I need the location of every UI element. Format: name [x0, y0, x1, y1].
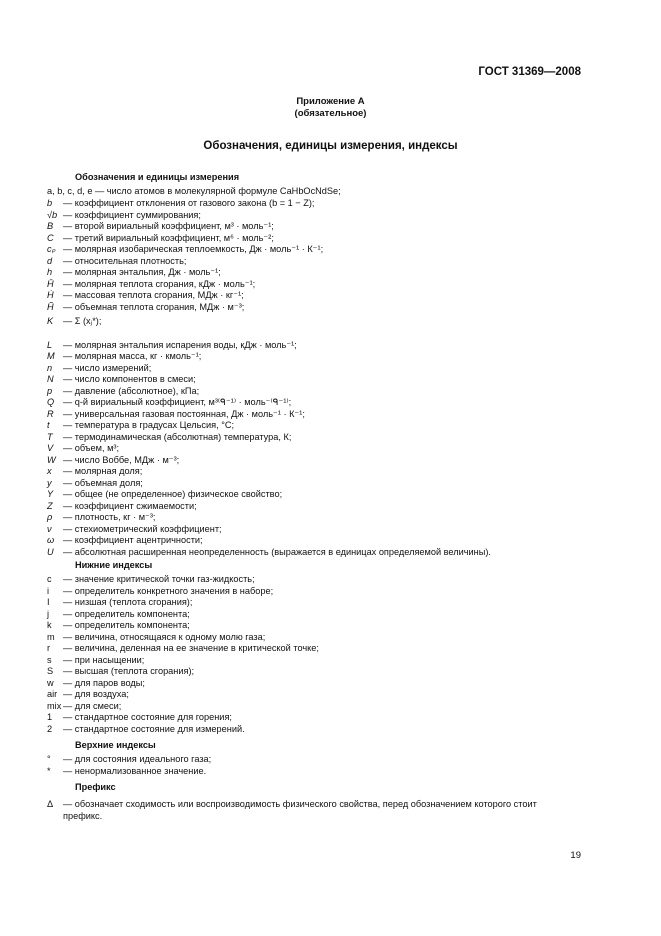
symbol: 1 [47, 712, 53, 722]
symbol: L [47, 339, 53, 350]
symbol: * [47, 765, 51, 776]
definition-row [47, 632, 587, 643]
definition-row [47, 466, 587, 477]
section-heading-subscripts: Нижние индексы [75, 560, 153, 570]
definition-row [47, 267, 587, 278]
symbol: p [47, 385, 53, 396]
definition-text: — третий вириальный коэффициент, м⁶ · моль⁻²; [63, 232, 274, 243]
symbol: s [47, 654, 52, 665]
definition-row [47, 256, 587, 267]
symbol: n [47, 362, 53, 373]
first-definition: a, b, c, d, e — число атомов в молекулярной формуле CaHbOcNdSe; [47, 186, 341, 196]
symbol: c [47, 574, 52, 584]
symbol: cₚ [47, 244, 56, 254]
definition-row [47, 609, 587, 620]
symbol: Q [47, 397, 55, 407]
symbol: √b [47, 209, 58, 220]
symbol: w [47, 677, 54, 688]
definition-row [47, 397, 587, 408]
section-heading-prefix: Префикс [75, 782, 116, 792]
definition-text: — молярная масса, кг · кмоль⁻¹; [63, 351, 202, 361]
definition-text: — число Воббе, МДж · м⁻³; [63, 454, 180, 465]
definition-text: — общее (не определенное) физическое свойство; [63, 489, 283, 499]
definition-row [47, 316, 587, 327]
symbol: C [47, 232, 54, 243]
definition-row [47, 374, 587, 385]
symbol: H̄ [47, 278, 54, 289]
symbol: I [47, 597, 50, 607]
definition-text: — ненормализованное значение. [63, 765, 207, 776]
appendix-note: (обязательное) [294, 108, 367, 119]
definition-text: — для состояния идеального газа; [63, 754, 212, 764]
section-heading-superscripts: Верхние индексы [75, 740, 156, 750]
definition-text: — коэффициент отклонения от газового закона (b = 1 − Z); [63, 198, 315, 208]
definition-row [47, 478, 587, 489]
definition-text: — молярная энтальпия испарения воды, кДж · моль⁻¹; [63, 339, 297, 350]
definition-row [47, 420, 587, 431]
symbol: ° [47, 754, 51, 764]
symbol: h [47, 267, 53, 277]
symbol: N [47, 374, 54, 384]
definition-text: — молярная доля; [63, 466, 143, 476]
symbol: S [47, 666, 54, 676]
definition-text: — при насыщении; [63, 654, 145, 665]
definition-text: — молярная изобарическая теплоемкость, Дж · моль⁻¹ · К⁻¹; [63, 244, 324, 254]
symbol: W [47, 454, 56, 465]
definition-row [47, 302, 587, 313]
definition-row [47, 210, 587, 221]
symbol: 2 [47, 723, 53, 734]
definition-text: — стехиометрический коэффициент; [63, 523, 222, 534]
definition-text: — число измерений; [63, 362, 152, 373]
definition-text: — массовая теплота сгорания, МДж · кг⁻¹; [63, 290, 244, 300]
definition-text: — число компонентов в смеси; [63, 374, 196, 384]
definition-row [47, 363, 587, 374]
definition-text: — q-й вириальный коэффициент, м³⁽ᑫ⁻¹⁾ · моль⁻⁽ᑫ⁻¹⁾; [63, 397, 292, 407]
definition-row [47, 409, 587, 420]
definition-row [47, 620, 587, 631]
definition-text: — стандартное состояние для измерений. [63, 723, 245, 734]
definition-row [47, 766, 587, 777]
definition-row [47, 701, 587, 712]
symbol: T [47, 431, 53, 442]
definition-text: — определитель компонента; [63, 608, 190, 619]
definition-row [47, 512, 587, 523]
symbol: Ḣ [47, 290, 54, 300]
definition-row [47, 351, 587, 362]
definition-text: — величина, деленная на ее значение в критической точке; [63, 643, 319, 653]
definition-row [47, 489, 587, 500]
definition-row [47, 655, 587, 666]
definition-text: — низшая (теплота сгорания); [63, 597, 193, 607]
symbol: M [47, 351, 55, 361]
symbol: K [47, 315, 54, 326]
definition-row [47, 279, 587, 290]
symbol: H̃ [47, 301, 54, 312]
definition-text: — коэффициент ацентричности; [63, 535, 203, 545]
page-title: Обозначения, единицы измерения, индексы [203, 140, 458, 152]
definition-row [47, 586, 587, 597]
definition-row [47, 340, 587, 351]
definition-row [47, 198, 587, 209]
symbol: Y [47, 489, 54, 499]
definition-row [47, 233, 587, 244]
appendix-title: Приложение А [296, 96, 365, 107]
definition-text: — универсальная газовая постоянная, Дж · моль⁻¹ · К⁻¹; [63, 408, 305, 419]
symbol: air [47, 689, 58, 699]
definition-text: — высшая (теплота сгорания); [63, 666, 195, 676]
symbol: t [47, 420, 50, 430]
symbol: k [47, 620, 52, 630]
definition-text: — абсолютная расширенная неопределенность (выражается в единицах определяемой величины). [63, 546, 491, 557]
symbol: V [47, 443, 54, 453]
definition-row [47, 754, 587, 765]
definition-text: — для смеси; [63, 700, 122, 711]
symbol: m [47, 631, 55, 642]
definition-row [47, 811, 587, 822]
definition-row [47, 455, 587, 466]
definition-row [47, 432, 587, 443]
definition-row [47, 799, 587, 810]
standard-number: ГОСТ 31369—2008 [478, 66, 581, 78]
definition-row [47, 643, 587, 654]
definition-row [47, 244, 587, 255]
definition-text: — величина, относящаяся к одному молю газа; [63, 631, 266, 642]
definition-text: — объемная доля; [63, 477, 143, 488]
definition-text: — относительная плотность; [63, 255, 187, 266]
definition-row [47, 524, 587, 535]
definition-row [47, 535, 587, 546]
definition-text: — молярная энтальпия, Дж · моль⁻¹; [63, 267, 221, 277]
definition-row [47, 547, 587, 558]
definition-text: — объем, м³; [63, 443, 120, 453]
symbol: Z [47, 500, 53, 511]
definition-row [47, 712, 587, 723]
definition-text: — обозначает сходимость или воспроизводимость физического свойства, перед обозначением которого стоит [63, 799, 537, 809]
symbol: ν [47, 523, 52, 534]
definition-text: — значение критической точки газ-жидкость; [63, 574, 255, 584]
definition-row [47, 290, 587, 301]
symbol: Δ [47, 799, 54, 809]
symbol: ω [47, 535, 55, 545]
definition-text: — молярная теплота сгорания, кДж · моль⁻¹; [63, 278, 256, 289]
definition-row [47, 443, 587, 454]
definition-text: — стандартное состояние для горения; [63, 712, 232, 722]
definition-text: — термодинамическая (абсолютная) температура, К; [63, 431, 292, 442]
definition-text: — второй вириальный коэффициент, м³ · моль⁻¹; [63, 221, 274, 231]
definition-text: — для паров воды; [63, 677, 145, 688]
definition-row [47, 689, 587, 700]
definition-row [47, 386, 587, 397]
definition-row [47, 597, 587, 608]
definition-text: — определитель конкретного значения в наборе; [63, 585, 274, 596]
symbol: y [47, 477, 52, 488]
definition-text: — температура в градусах Цельсия, °С; [63, 420, 235, 430]
definition-text: — плотность, кг · м⁻³; [63, 512, 156, 522]
symbol: R [47, 408, 54, 419]
definition-row [47, 221, 587, 232]
definition-text: — объемная теплота сгорания, МДж · м⁻³; [63, 301, 245, 312]
symbol: U [47, 546, 54, 557]
symbol: ρ [47, 512, 53, 522]
page-number: 19 [570, 850, 581, 861]
symbol: i [47, 585, 50, 596]
definition-row [47, 666, 587, 677]
definition-row [47, 724, 587, 735]
definition-text: — Σ (xⱼ*); [63, 315, 102, 326]
definition-text: — определитель компонента; [63, 620, 190, 630]
definition-row [47, 678, 587, 689]
symbol: j [47, 608, 50, 619]
symbol: x [47, 466, 52, 476]
section-heading-symbols: Обозначения и единицы измерения [75, 172, 240, 182]
symbol: b [47, 198, 53, 208]
definition-row [47, 574, 587, 585]
definition-text: — давление (абсолютное), кПа; [63, 385, 200, 396]
definition-text: — коэффициент сжимаемости; [63, 500, 197, 511]
symbol: d [47, 255, 53, 266]
definition-text: — коэффициент суммирования; [63, 209, 201, 220]
definition-text: префикс. [63, 810, 103, 821]
symbol: r [47, 643, 51, 653]
definition-text: — для воздуха; [63, 689, 129, 699]
symbol: B [47, 221, 54, 231]
symbol: mix [47, 700, 62, 711]
definition-row [47, 501, 587, 512]
